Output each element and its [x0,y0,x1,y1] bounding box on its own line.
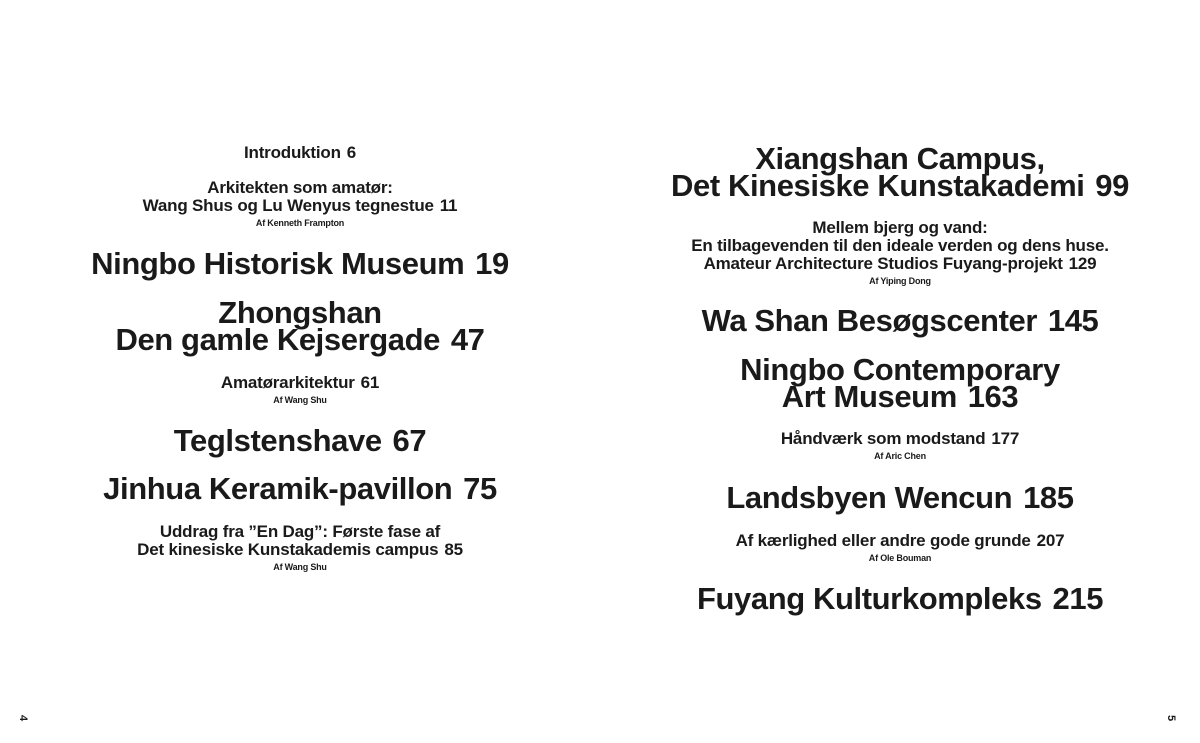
entry-title-line-1: Arkitekten som amatør: [207,178,393,197]
entry-title-line-2: Det kinesiske Kunstakademis campus [137,540,439,559]
entry-page-number: 207 [1036,531,1065,550]
entry-page-number: 185 [1023,480,1074,515]
toc-entry-jinhua-keramik-pavillon[interactable] [0,471,600,506]
toc-entry-teglstenshave[interactable] [0,423,600,458]
entry-page-number: 163 [967,379,1019,414]
entry-title-line-2: Wang Shus og Lu Wenyus tegnestue [142,196,434,215]
entry-page-number: 215 [1052,581,1104,616]
entry-page-number: 85 [444,540,463,559]
toc-entry-landsbyen-wencun[interactable] [600,480,1200,515]
entry-title: Introduktion [244,143,341,162]
entry-page-number: 19 [475,246,509,281]
toc-entry-ningbo-contemporary-art-museum[interactable] [600,352,1200,414]
entry-title-line-1: Xiangshan Campus, [755,141,1045,176]
toc-entry-fuyang-kulturkompleks[interactable] [600,581,1200,616]
toc-entry-handvaerk-som-modstand[interactable] [600,430,1200,462]
toc-entry-xiangshan-campus[interactable] [600,141,1200,203]
entry-author: Af Kenneth Frampton [255,218,345,228]
entry-title-line-3: Amateur Architecture Studios Fuyang-projekt [703,254,1063,273]
entry-title-line-1: Mellem bjerg og vand: [812,218,988,237]
entry-page-number: 145 [1047,303,1099,338]
entry-title: Fuyang Kulturkompleks [696,581,1042,616]
entry-page-number: 129 [1068,254,1097,273]
entry-page-number: 177 [991,429,1020,448]
toc-entry-amatorarkitektur[interactable] [0,374,600,406]
right-page [600,0,1200,743]
entry-title-line-1: Ningbo Contemporary [740,352,1060,387]
toc-entry-introduktion[interactable] [0,144,600,162]
left-page-folio: 4 [17,714,30,722]
entry-page-number: 47 [450,322,485,357]
entry-title: Teglstenshave [173,423,382,458]
entry-author: Af Ole Bouman [868,553,932,563]
entry-title-line-2: Art Museum [781,379,957,414]
entry-title-line-2: En tilbagevenden til den ideale verden og dens huse. [691,236,1109,255]
entry-author: Af Aric Chen [874,451,926,461]
toc-entry-arkitekten-som-amator[interactable] [0,179,600,229]
entry-title: Af kærlighed eller andre gode grunde [735,531,1031,550]
entry-title: Ningbo Historisk Museum [91,246,465,281]
toc-entry-wa-shan-besogscenter[interactable] [600,303,1200,338]
entry-author: Af Wang Shu [273,562,327,572]
entry-page-number: 61 [360,373,380,392]
entry-page-number: 6 [346,143,356,162]
entry-title: Håndværk som modstand [780,429,986,448]
entry-title: Landsbyen Wencun [726,480,1013,515]
entry-title-line-1: Uddrag fra ”En Dag”: Første fase af [159,522,441,541]
entry-title: Jinhua Keramik-pavillon [103,471,453,506]
entry-page-number: 11 [439,196,458,215]
toc-entry-zhongshan[interactable] [0,295,600,357]
toc-entry-af-kaerlighed[interactable] [600,532,1200,564]
toc-entry-uddrag-fra-en-dag[interactable] [0,523,600,573]
entry-title-line-1: Zhongshan [218,295,382,330]
entry-page-number: 67 [392,423,427,458]
entry-title: Wa Shan Besøgscenter [701,303,1038,338]
entry-title: Amatørarkitektur [220,373,355,392]
entry-page-number: 75 [463,471,497,506]
entry-author: Af Yiping Dong [869,276,931,286]
toc-entry-mellem-bjerg-og-vand[interactable] [600,219,1200,287]
entry-title-line-2: Det Kinesiske Kunstakademi [671,168,1085,203]
entry-page-number: 99 [1095,168,1129,203]
toc-entry-ningbo-historisk-museum[interactable] [0,246,600,281]
entry-author: Af Wang Shu [273,395,327,405]
right-page-folio: 5 [1165,714,1178,722]
entry-title-line-2: Den gamle Kejsergade [115,322,440,357]
